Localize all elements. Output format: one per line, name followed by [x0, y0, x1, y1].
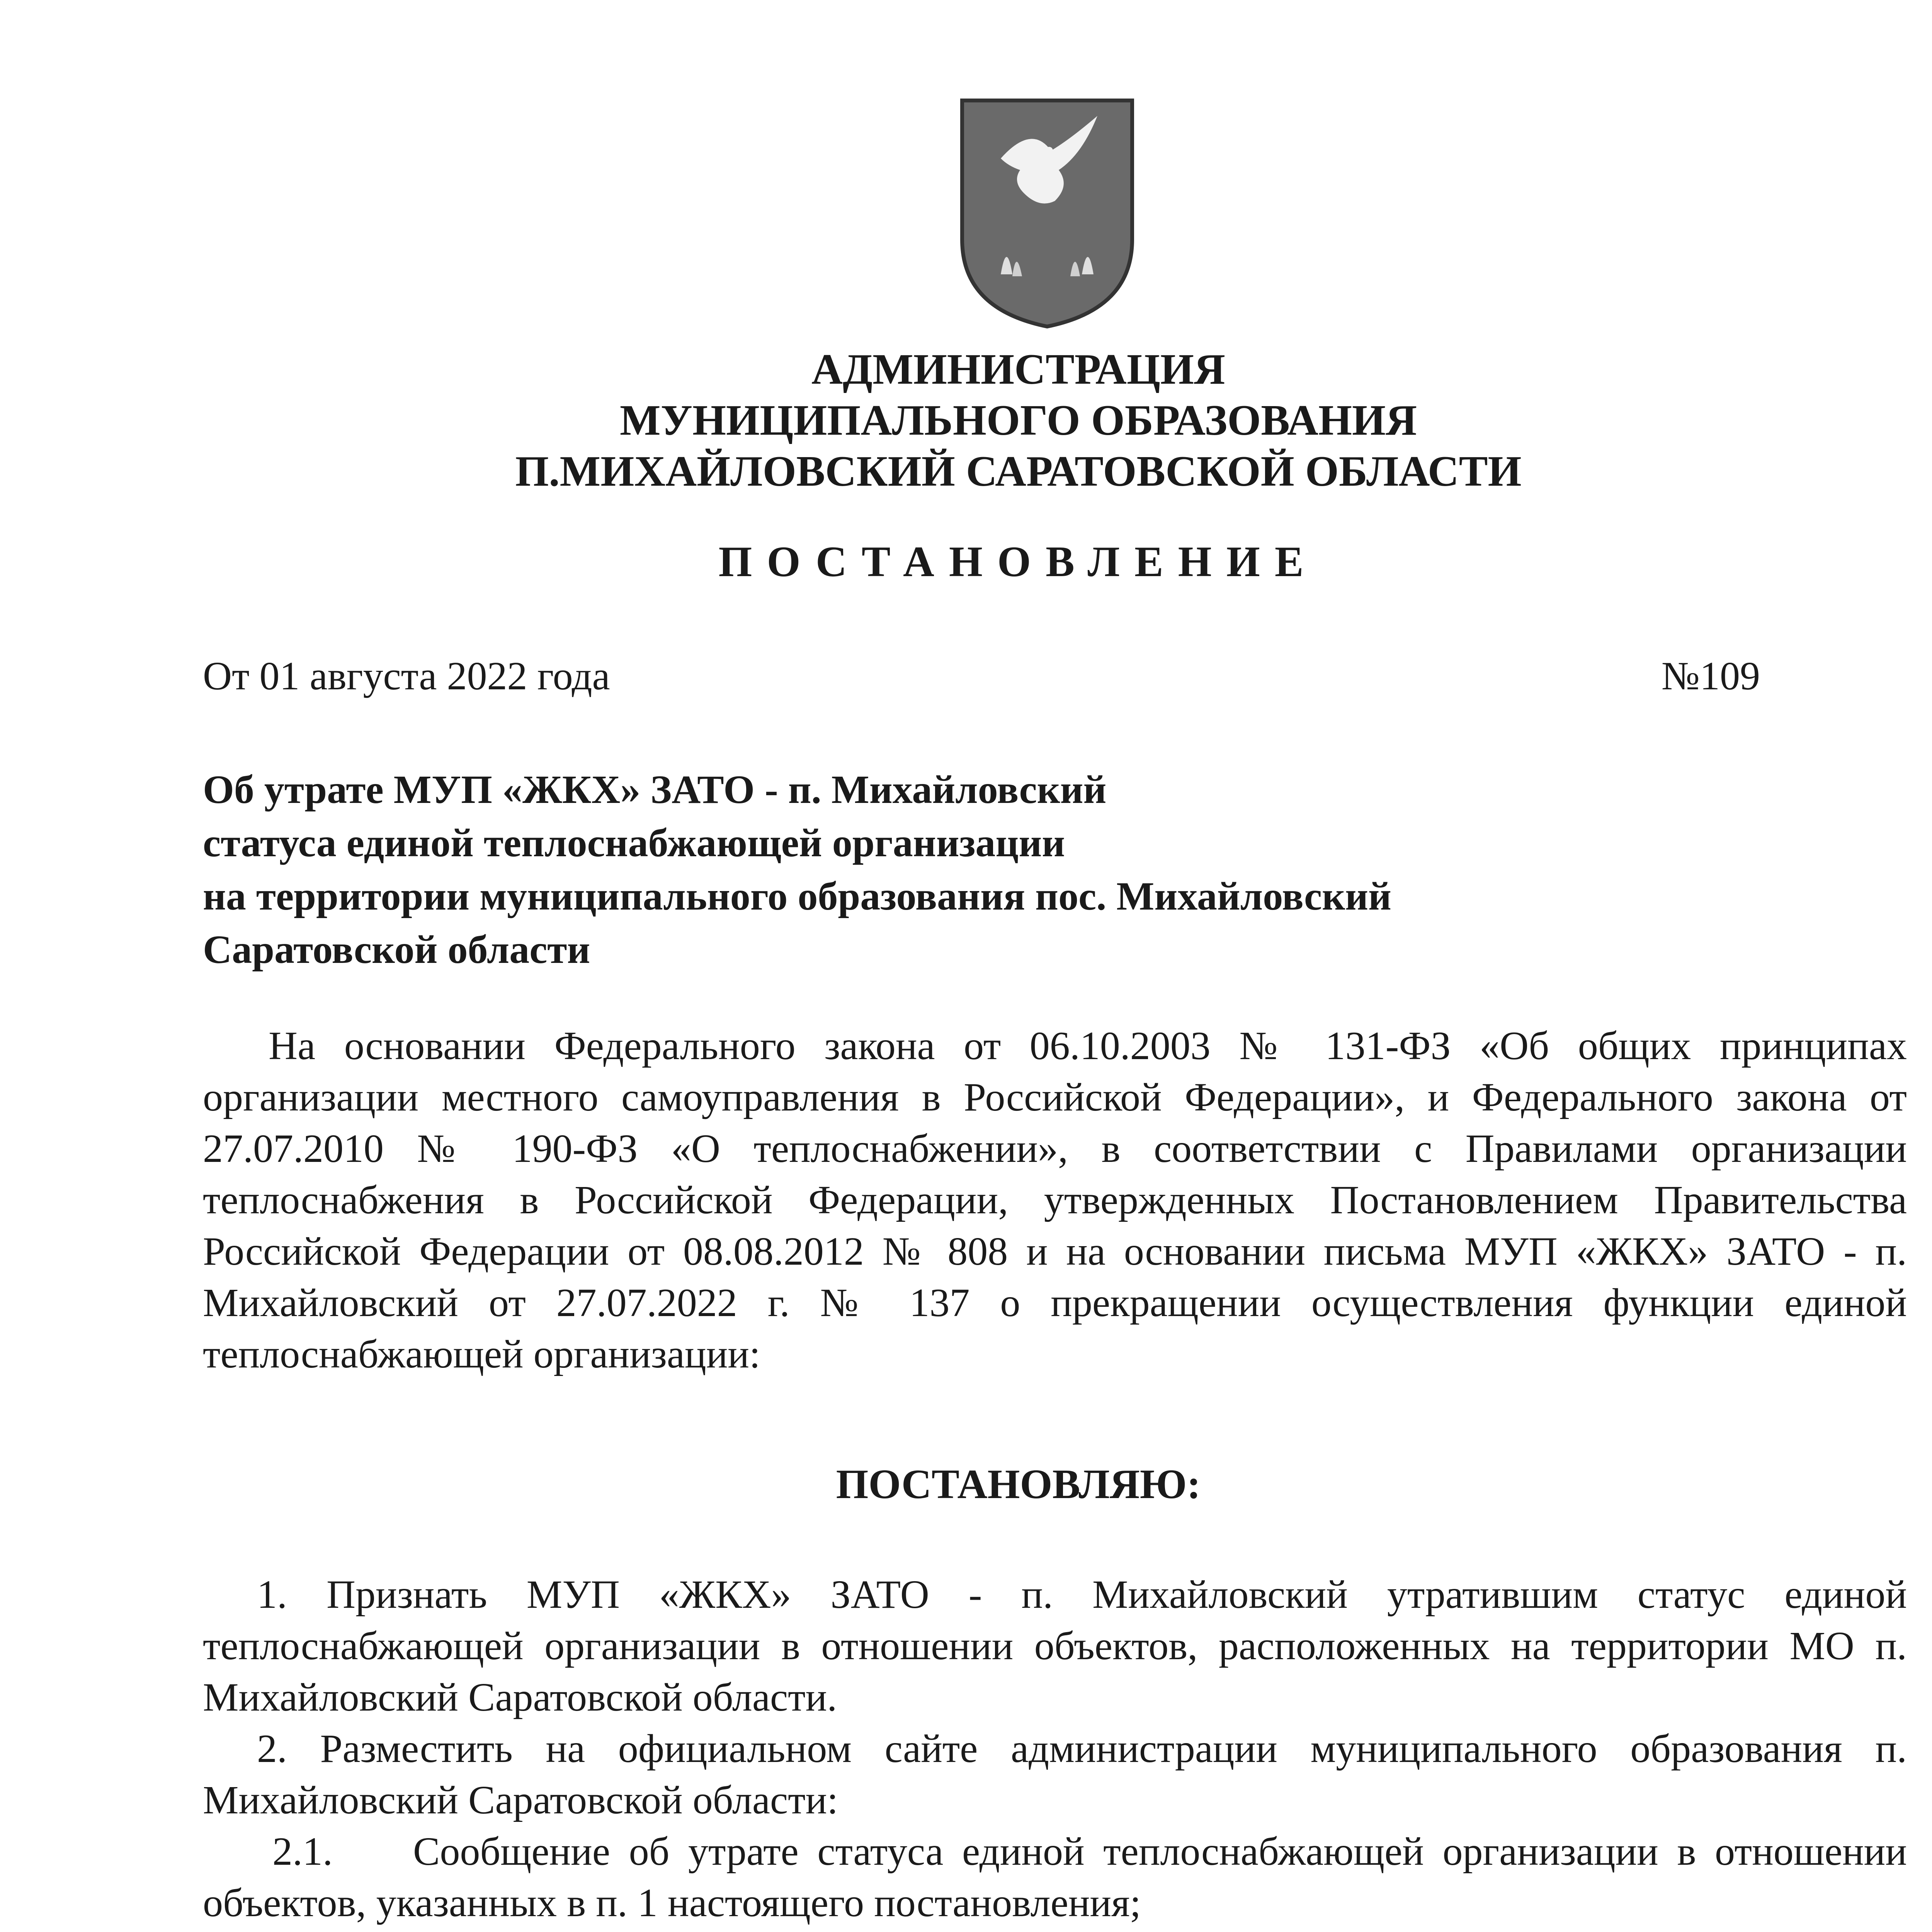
preamble-block — [203, 1020, 1907, 1380]
preamble-paragraph: На основании Федерального закона от 06.10.2003 № 131-ФЗ «Об общих принципах организации местного самоуправления в Российской Федерации», и Федерального закона от 27.07.2010 № 190-ФЗ «О теплоснабжении», в соответствии с Правилами организации теплоснабжения в Российской Федерации, утвержденных Постановлением Правительства Российской Федерации от 08.08.2012 № 808 и на основании письма МУП «ЖКХ» ЗАТО - п. Михайловский от 27.07.2022 г. № 137 о прекращении осуществления функции единой теплоснабжающей организации: — [203, 1024, 1907, 1376]
decree-item: 2.1. Сообщение об утрате статуса единой теплоснабжающей организации в отношении объектов, указанных в п. 1 настоящего постановления; — [203, 1829, 1907, 1925]
header-line-2: МУНИЦИПАЛЬНОГО ОБРАЗОВАНИЯ — [620, 396, 1417, 444]
coat-of-arms-emblem — [954, 93, 1140, 332]
decree-items-list — [203, 1569, 1907, 1932]
document-number: №109 — [1661, 654, 1760, 698]
subject-line: на территории муниципального образования пос. Михайловский — [203, 874, 1391, 918]
subject-line: статуса единой теплоснабжающей организации — [203, 821, 1065, 865]
decree-heading: ПОСТАНОВЛЯЮ: — [836, 1461, 1201, 1507]
decree-item: 1. Признать МУП «ЖКХ» ЗАТО - п. Михайловский утратившим статус единой теплоснабжающей организации в отношении объектов, расположенных на территории МО п. Михайловский Саратовской области. — [203, 1572, 1907, 1719]
subject-line: Об утрате МУП «ЖКХ» ЗАТО - п. Михайловский — [203, 767, 1107, 812]
decree-item — [203, 1929, 1907, 1932]
date-number-row — [203, 653, 1760, 699]
organization-header — [0, 344, 1932, 497]
header-line-3: П.МИХАЙЛОВСКИЙ САРАТОВСКОЙ ОБЛАСТИ — [515, 447, 1522, 495]
document-subject — [203, 763, 1826, 976]
decree-item: 2. Разместить на официальном сайте администрации муниципального образования п. Михайловский Саратовской области: — [203, 1726, 1907, 1822]
document-type-title: ПОСТАНОВЛЕНИЕ — [718, 538, 1318, 586]
header-line-1: АДМИНИСТРАЦИЯ — [811, 345, 1225, 393]
document-date: От 01 августа 2022 года — [203, 654, 610, 698]
subject-line: Саратовской области — [203, 927, 590, 972]
